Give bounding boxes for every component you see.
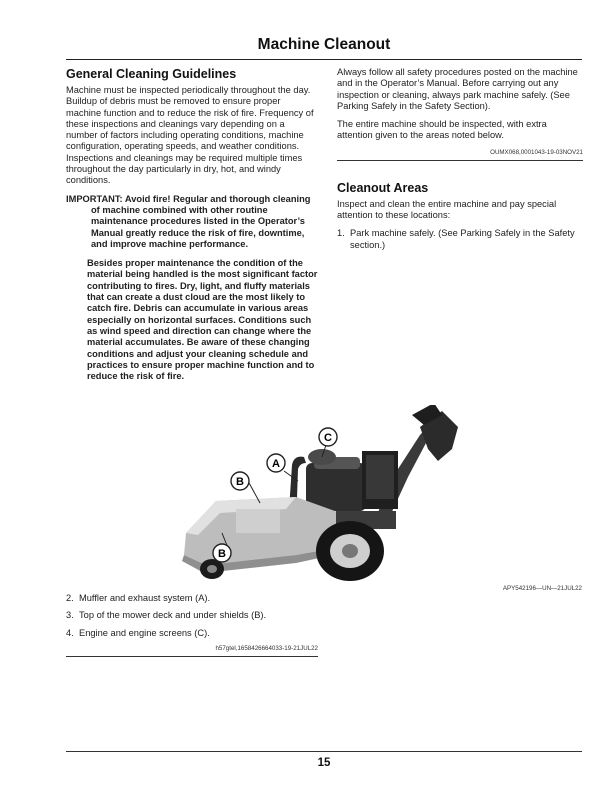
list-item-number: 1.: [337, 228, 345, 239]
section-divider: [66, 656, 318, 657]
page-number: 15: [317, 757, 331, 769]
general-cleaning-heading: General Cleaning Guidelines: [66, 67, 237, 81]
reference-code: h57gtel,1658426664033-19-21JUL22: [215, 644, 318, 652]
list-item: [66, 628, 318, 639]
list-item-text: Top of the mower deck and under shields (B).: [79, 610, 267, 621]
important-notice-continued: Besides proper maintenance the condition of the material being handled is the most significant factor contributing to fires. Dry, light, and fluffy materials that can create a dust cloud are the most likely to catch fire. Debris can accumulate in various areas especially on horizontal surfaces. Conditions such as wind speed and direction can change where the material accumulates. Be aware of these changing conditions and adjust your cleaning schedule and practices to ensure proper machine function and to reduce the risk of fire.: [87, 258, 318, 382]
cleanout-list-continued: [66, 593, 318, 657]
inspection-paragraph: The entire machine should be inspected, with extra attention given to the areas noted below.: [337, 119, 547, 141]
list-item-text: Engine and engine screens (C).: [79, 627, 210, 638]
general-cleaning-paragraph: Machine must be inspected periodically throughout the day. Buildup of debris must be removed to ensure proper machine function and to reduce the risk of fire. Frequency of these inspections and cleanings vary depending on a number of factors including operating conditions, machine configuration, operating speeds, and weather conditions. Inspections and cleanings may be required multiple times throughout the day particularly in dry, hot, and windy conditions.: [66, 85, 314, 186]
figure-caption: APY542196—UN—21JUL22: [502, 585, 582, 592]
list-item-number: 2.: [66, 593, 74, 603]
list-item-text: Muffler and exhaust system (A).: [79, 593, 211, 603]
left-column: [66, 67, 318, 389]
list-item-number: 4.: [66, 627, 74, 638]
footer-divider: [66, 751, 582, 752]
page-title: Machine Cleanout: [257, 36, 391, 53]
callout-b-upper: B: [236, 476, 244, 488]
important-notice: IMPORTANT: Avoid fire! Regular and thorough cleaning of machine combined with other routine maintenance procedures listed in the Operator’s Manual greatly reduce the risk of fire, downtime, and improve machine performance.: [66, 193, 311, 249]
callout-a: A: [272, 458, 280, 470]
right-column: [337, 67, 583, 257]
title-divider: [66, 59, 582, 60]
list-item-number: 3.: [66, 610, 74, 621]
list-item: [66, 593, 318, 604]
list-item: [337, 228, 583, 251]
reference-code: OUMX068,0001043-19-03NOV21: [490, 148, 583, 156]
safety-paragraph: Always follow all safety procedures posted on the machine and in the Operator’s Manual. Before carrying out any inspection or cleaning, always park machine safely. (See Parking Safely in the Safety Section).: [337, 67, 578, 111]
callout-c: C: [324, 432, 332, 444]
cleanout-intro: Inspect and clean the entire machine and pay special attention to these locations:: [337, 198, 557, 221]
list-item: [66, 610, 318, 621]
callout-b-lower: B: [218, 548, 226, 560]
list-item-text: Park machine safely. (See Parking Safely in the Safety section.): [350, 228, 575, 250]
mower-illustration: [176, 405, 472, 585]
cleanout-areas-heading: Cleanout Areas: [337, 180, 429, 195]
